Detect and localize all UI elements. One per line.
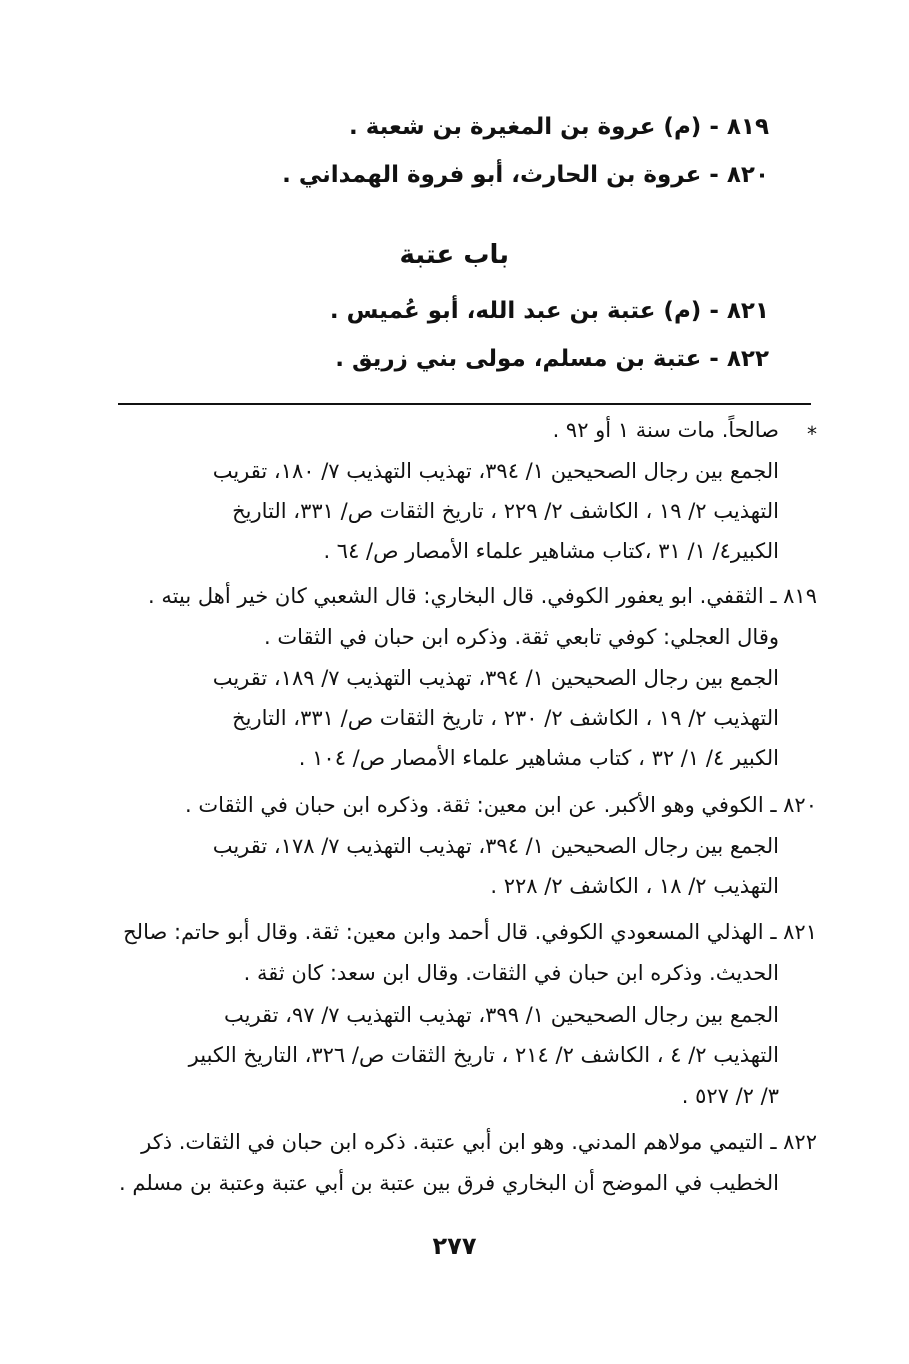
footnote-line: ٣/ ٢/ ٥٢٧ . (681, 1084, 779, 1108)
footnote-line: ٨١٩ ـ الثقفي. ابو يعفور الكوفي. قال البخاري: قال الشعبي كان خير أهل بيته . (148, 584, 817, 608)
footnote-line: الجمع بين رجال الصحيحين ١/ ٣٩٤، تهذيب التهذيب ٧/ ١٨٠، تقريب (212, 459, 779, 483)
footnote-line: ٨٢٢ ـ التيمي مولاهم المدني. وهو ابن أبي عتبة. ذكره ابن حبان في الثقات. ذكر (141, 1130, 817, 1154)
footnote-line: التهذيب ٢/ ١٨ ، الكاشف ٢/ ٢٢٨ . (490, 874, 779, 898)
footnote-line: ٨٢٠ ـ الكوفي وهو الأكبر. عن ابن معين: ثقة. وذكره ابن حبان في الثقات . (185, 793, 817, 817)
footnote-line: وقال العجلي: كوفي تابعي ثقة. وذكره ابن حبان في الثقات . (263, 625, 779, 649)
footnote-marker: * (807, 422, 817, 446)
entry-822: ٨٢٢ - عتبة بن مسلم، مولى بني زريق . (335, 346, 769, 372)
entry-820: ٨٢٠ - عروة بن الحارث، أبو فروة الهمداني . (282, 162, 769, 188)
footnote-line: التهذيب ٢/ ٤ ، الكاشف ٢/ ٢١٤ ، تاريخ الثقات ص/ ٣٢٦، التاريخ الكبير (188, 1043, 779, 1067)
page-number: ٢٧٧ (432, 1232, 477, 1260)
footnote-line: ٨٢١ ـ الهذلي المسعودي الكوفي. قال أحمد وابن معين: ثقة. وقال أبو حاتم: صالح (123, 920, 817, 944)
entry-821: ٨٢١ - (م) عتبة بن عبد الله، أبو عُميس . (329, 298, 769, 324)
footnote-line: الحديث. وذكره ابن حبان في الثقات. وقال ابن سعد: كان ثقة . (243, 961, 779, 985)
footnote-line: الجمع بين رجال الصحيحين ١/ ٣٩٤، تهذيب التهذيب ٧/ ١٧٨، تقريب (212, 834, 779, 858)
footnote-separator (118, 403, 811, 405)
footnote-line: الكبير ٤/ ١/ ٣٢ ، كتاب مشاهير علماء الأمصار ص/ ١٠٤ . (298, 746, 779, 770)
footnote-line: الجمع بين رجال الصحيحين ١/ ٣٩٤، تهذيب التهذيب ٧/ ١٨٩، تقريب (212, 666, 779, 690)
footnote-line: صالحاً. مات سنة ١ أو ٩٢ . (552, 418, 779, 442)
footnote-line: الخطيب في الموضح أن البخاري فرق بين عتبة بن أبي عتبة وعتبة بن مسلم . (119, 1171, 779, 1195)
section-heading: باب عتبة (399, 240, 509, 270)
footnote-line: التهذيب ٢/ ١٩ ، الكاشف ٢/ ٢٢٩ ، تاريخ الثقات ص/ ٣٣١، التاريخ (232, 499, 779, 523)
footnote-line: التهذيب ٢/ ١٩ ، الكاشف ٢/ ٢٣٠ ، تاريخ الثقات ص/ ٣٣١، التاريخ (232, 706, 779, 730)
entry-819: ٨١٩ - (م) عروة بن المغيرة بن شعبة . (348, 114, 769, 140)
footnote-line: الجمع بين رجال الصحيحين ١/ ٣٩٩، تهذيب التهذيب ٧/ ٩٧، تقريب (223, 1003, 779, 1027)
footnote-line: الكبير٤/ ١/ ٣١ ،كتاب مشاهير علماء الأمصار ص/ ٦٤ . (323, 539, 779, 563)
